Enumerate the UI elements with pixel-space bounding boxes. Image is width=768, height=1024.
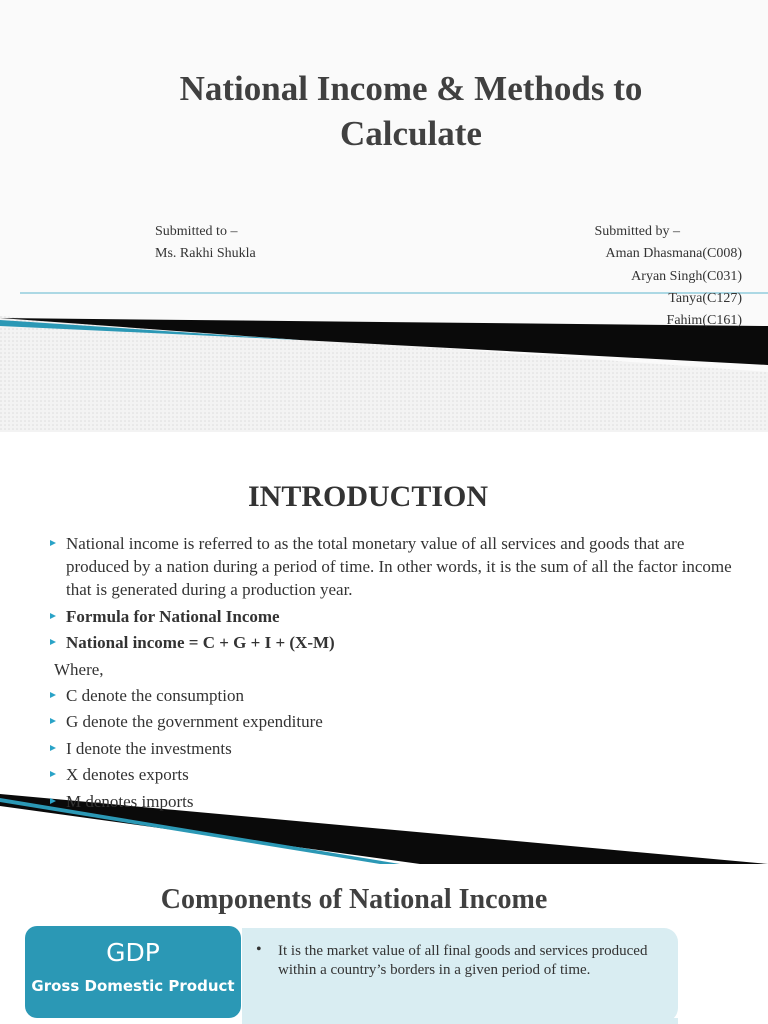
title-slide [0,0,768,432]
next-description-box [242,1018,678,1024]
slide1-title: National Income & Methods to Calculate [179,69,643,153]
intro-bullet-list [50,532,740,816]
submitted-to-label: Submitted to – [155,224,238,239]
member-name: Aman Dhasmana(C008) [605,246,742,262]
member-name: Fahim(C161) [666,313,742,329]
term-bullet: I denote the investments [50,737,740,760]
submitted-by-label: Submitted by – [594,224,680,239]
gdp-description: • It is the market value of all final goods and services produced within a country’s borders in a given period of time. [278,942,658,980]
term-bullet: C denote the consumption [50,684,740,707]
submitted-to-block [155,221,256,265]
term-bullet: X denotes exports [50,763,740,786]
where-label: Where, [54,659,104,679]
gdp-description-box [242,928,678,1022]
formula-heading: Formula for National Income [50,605,740,628]
intro-bullet: National income is referred to as the total monetary value of all services and goods that are produced by a nation during a period of time. In other words, it is the sum of all the factor income that is generated during a production year. [50,532,740,601]
introduction-slide [0,440,768,864]
slide2-title: INTRODUCTION [247,480,489,513]
gdp-full-name: Gross Domestic Product [31,977,235,995]
member-name: Tanya(C127) [668,290,742,306]
gdp-card [25,926,241,1018]
member-name: Aryan Singh(C031) [631,268,742,284]
submitted-by-block [594,221,742,332]
slide1-decoration [0,0,768,432]
formula: National income = C + G + I + (X-M) [50,631,740,654]
term-bullet: M denotes imports [50,790,740,813]
gdp-abbreviation: GDP [106,938,160,967]
submitted-to-name: Ms. Rakhi Shukla [155,246,256,261]
components-slide [0,868,768,1024]
slide3-title: Components of National Income [160,884,548,915]
term-bullet: G denote the government expenditure [50,710,740,733]
